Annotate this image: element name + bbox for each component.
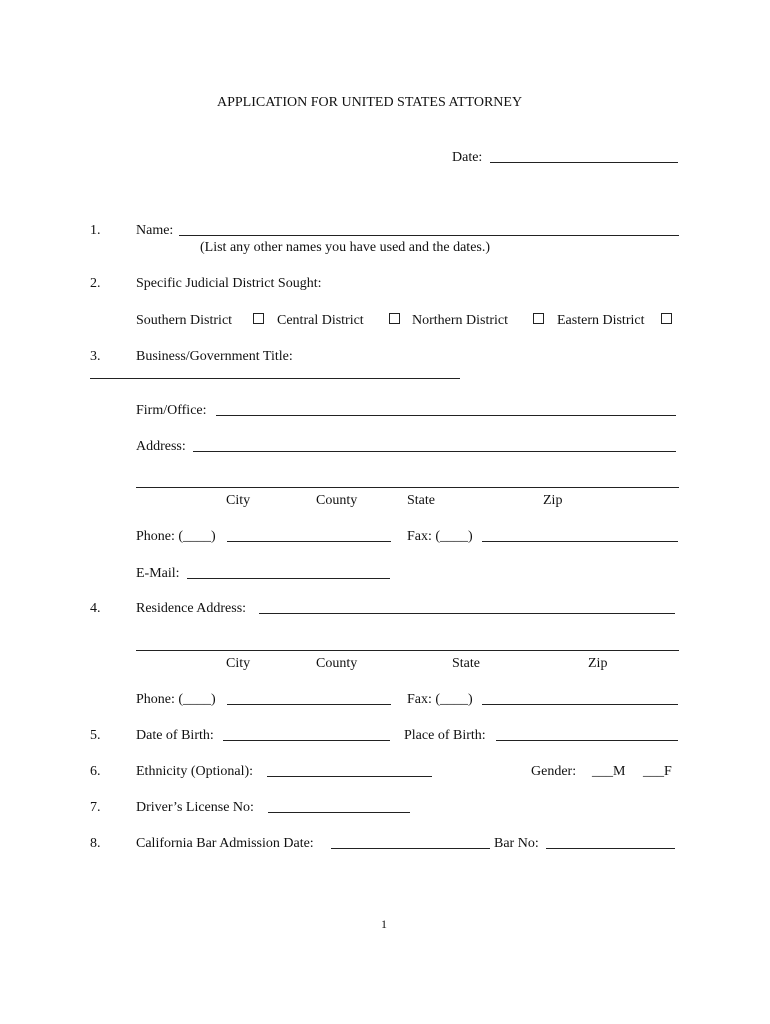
southern-district-checkbox[interactable] [253,313,264,324]
item-number-5: 5. [90,728,101,743]
page-number: 1 [381,917,387,931]
business-state-label: State [407,493,435,508]
business-title-field[interactable] [90,378,460,379]
business-fax-field[interactable] [482,541,678,542]
gender-female-option[interactable]: ___F [643,764,672,779]
northern-district-label: Northern District [412,313,509,328]
name-note: (List any other names you have used and the dates.) [200,240,491,255]
email-field[interactable] [187,578,390,579]
residence-phone-field[interactable] [227,704,391,705]
business-address-field[interactable] [193,451,676,452]
business-county-label: County [316,493,358,508]
date-field[interactable] [490,162,678,163]
gender-label: Gender: [531,764,577,779]
residence-address-label: Residence Address: [136,601,247,616]
residence-fax-label: Fax: (____) [407,692,473,707]
bar-number-field[interactable] [546,848,675,849]
residence-phone-label: Phone: (____) [136,692,216,707]
item-number-2: 2. [90,276,101,291]
residence-county-label: County [316,656,358,671]
business-title-label: Business/Government Title: [136,349,293,364]
place-of-birth-label: Place of Birth: [404,728,486,743]
item-number-6: 6. [90,764,101,779]
gender-male-option[interactable]: ___M [592,764,626,779]
southern-district-label: Southern District [136,313,233,328]
item-number-8: 8. [90,836,101,851]
name-label: Name: [136,223,174,238]
business-city-label: City [226,493,251,508]
date-of-birth-field[interactable] [223,740,390,741]
residence-fax-field[interactable] [482,704,678,705]
eastern-district-label: Eastern District [557,313,645,328]
item-number-1: 1. [90,223,101,238]
district-label: Specific Judicial District Sought: [136,276,322,291]
bar-admission-date-field[interactable] [331,848,490,849]
place-of-birth-field[interactable] [496,740,678,741]
northern-district-checkbox[interactable] [533,313,544,324]
residence-zip-label: Zip [588,656,608,671]
residence-city-label: City [226,656,251,671]
residence-address-field[interactable] [259,613,675,614]
email-label: E-Mail: [136,566,180,581]
item-number-7: 7. [90,800,101,815]
bar-admission-date-label: California Bar Admission Date: [136,836,314,851]
date-of-birth-label: Date of Birth: [136,728,214,743]
item-number-4: 4. [90,601,101,616]
residence-address-line2-field[interactable] [136,650,679,651]
business-phone-label: Phone: (____) [136,529,216,544]
eastern-district-checkbox[interactable] [661,313,672,324]
firm-office-label: Firm/Office: [136,403,207,418]
firm-office-field[interactable] [216,415,676,416]
bar-number-label: Bar No: [494,836,539,851]
residence-state-label: State [452,656,480,671]
name-field[interactable] [179,235,679,236]
business-address-label: Address: [136,439,186,454]
business-address-line2-field[interactable] [136,487,679,488]
ethnicity-field[interactable] [267,776,432,777]
item-number-3: 3. [90,349,101,364]
central-district-checkbox[interactable] [389,313,400,324]
drivers-license-field[interactable] [268,812,410,813]
date-label: Date: [452,150,483,165]
ethnicity-label: Ethnicity (Optional): [136,764,254,779]
central-district-label: Central District [277,313,364,328]
business-zip-label: Zip [543,493,563,508]
drivers-license-label: Driver’s License No: [136,800,254,815]
form-title: APPLICATION FOR UNITED STATES ATTORNEY [217,95,523,110]
business-fax-label: Fax: (____) [407,529,473,544]
business-phone-field[interactable] [227,541,391,542]
